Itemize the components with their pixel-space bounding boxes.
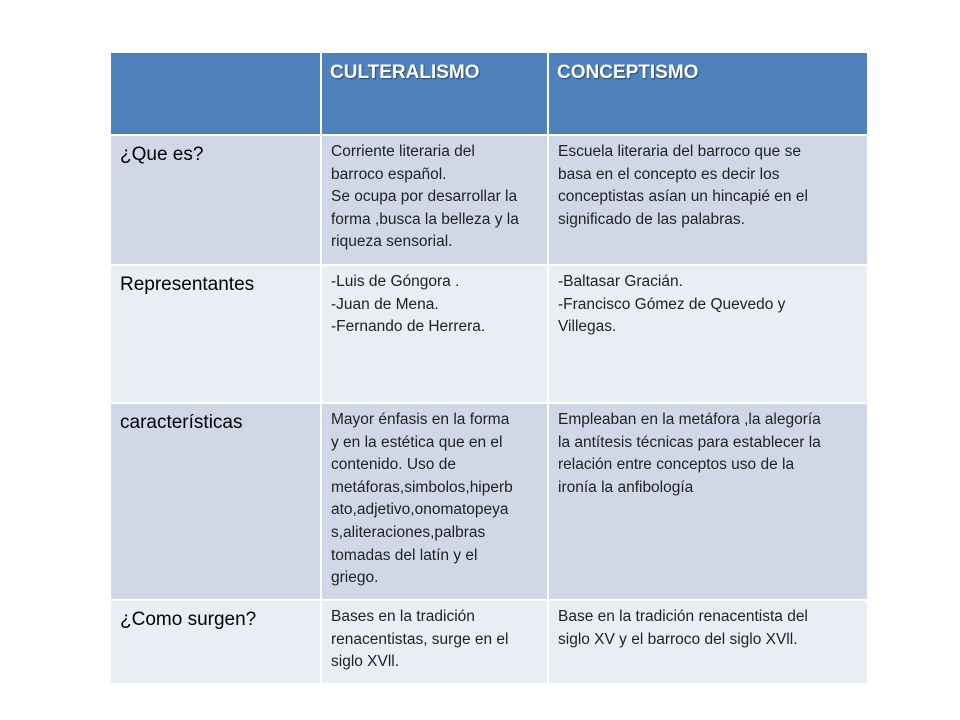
row-label: características <box>110 403 321 600</box>
conceptismo-cell: Escuela literaria del barroco que se basa en el concepto es decir los conceptistas asían un hincapié en el significado de las palabras. <box>548 135 868 265</box>
table-row <box>110 265 868 403</box>
row-label: Representantes <box>110 265 321 403</box>
header-conceptismo: CONCEPTISMO <box>548 52 868 135</box>
culteralismo-cell: Mayor énfasis en la forma y en la estética que en el contenido. Uso de metáforas,simbolos,hiperb ato,adjetivo,onomatopeya s,aliteraciones,palbras tomadas del latín y el griego. <box>321 403 548 600</box>
row-label: ¿Como surgen? <box>110 600 321 684</box>
header-blank-cell <box>110 52 321 135</box>
table-row <box>110 135 868 265</box>
culteralismo-cell: Bases en la tradición renacentistas, surge en el siglo XVll. <box>321 600 548 684</box>
conceptismo-cell: -Baltasar Gracián. -Francisco Gómez de Quevedo y Villegas. <box>548 265 868 403</box>
comparison-table <box>109 51 869 685</box>
culteralismo-cell: Corriente literaria del barroco español. Se ocupa por desarrollar la forma ,busca la belleza y la riqueza sensorial. <box>321 135 548 265</box>
header-row <box>110 52 868 135</box>
culteralismo-cell: -Luis de Góngora . -Juan de Mena. -Fernando de Herrera. <box>321 265 548 403</box>
table-row <box>110 403 868 600</box>
header-culteralismo: CULTERALISMO <box>321 52 548 135</box>
table-row <box>110 600 868 684</box>
conceptismo-cell: Base en la tradición renacentista del siglo XV y el barroco del siglo XVll. <box>548 600 868 684</box>
conceptismo-cell: Empleaban en la metáfora ,la alegoría la antítesis técnicas para establecer la relación entre conceptos uso de la ironía la anfibología <box>548 403 868 600</box>
row-label: ¿Que es? <box>110 135 321 265</box>
